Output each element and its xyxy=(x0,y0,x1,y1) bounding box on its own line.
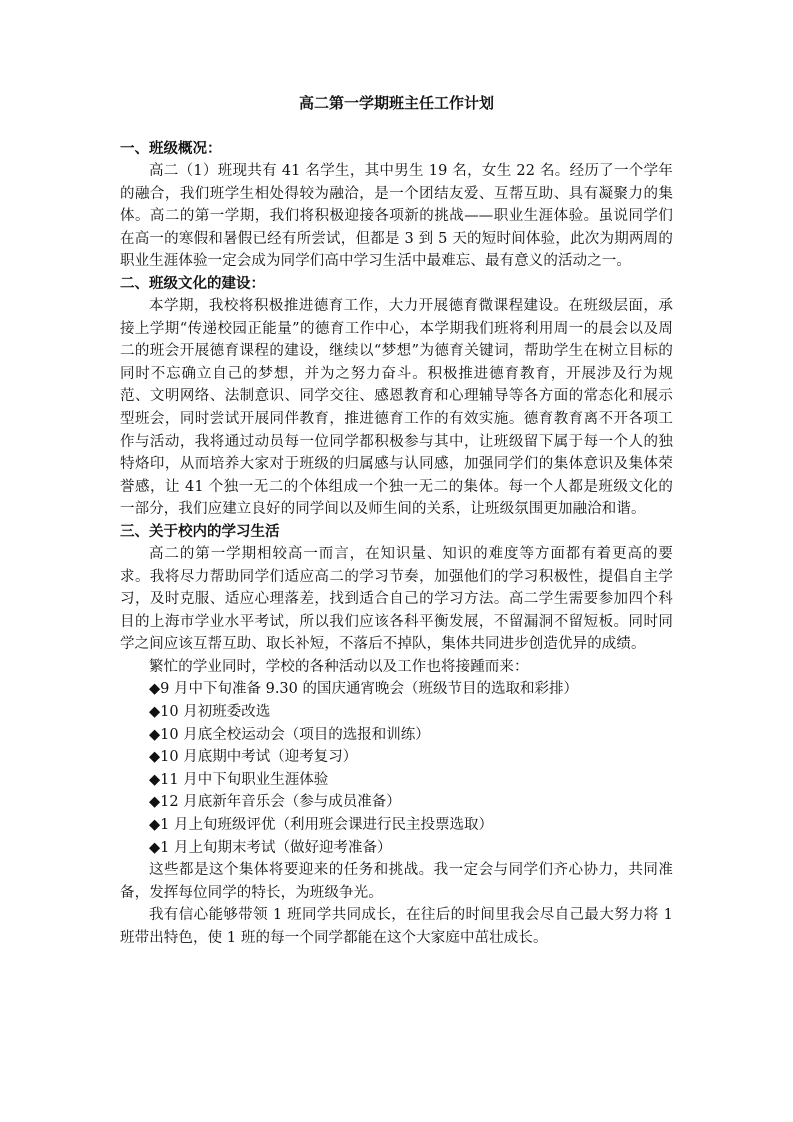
paragraph: 繁忙的学业同时，学校的各种活动以及工作也将接踵而来： xyxy=(149,658,529,675)
paragraph: 高二（1）班现共有 41 名学生，其中男生 19 名，女生 22 名。经历了一个学年的融合，我们班学生相处得较为融洽，是一个团结友爱、互帮互助、具有凝聚力的集体。高二的第一学期，我们将积极迎接各项新的挑战——职业生涯体验。虽说同学们在高一的寒假和暑假已经有所尝试，但都是 3 到 5 天的短时间体验，此次为期两周的职业生涯体验一定会成为同学们高中学习生活中最难忘、最有意义的活动之一。 xyxy=(120,163,673,270)
list-item: ◆12 月底新年音乐会（参与成员准备） xyxy=(149,794,401,811)
section-class-overview xyxy=(120,138,673,273)
paragraph: 本学期，我校将积极推进德育工作，大力开展德育微课程建设。在班级层面，承接上学期“传递校园正能量”的德育工作中心，本学期我们班将利用周一的晨会以及周二的班会开展德育课程的建设，继续以“梦想”为德育关键词，帮助学生在树立目标的同时不忘确立自己的梦想，并为之努力奋斗。积极推进德育教育，开展涉及行为规范、文明网络、法制意识、同学交往、感恩教育和心理辅导等各方面的常态化和展示型班会，同时尝试开展同伴教育，推进德育工作的有效实施。德育教育离不开各项工作与活动，我将通过动员每一位同学都积极参与其中，让班级留下属于每一个人的独特烙印，从而培养大家对于班级的归属感与认同感，加强同学们的集体意识及集体荣誉感，让 41 个独一无二的个体组成一个独一无二的集体。每一个人都是班级文化的一部分，我们应建立良好的同学间以及师生间的关系，让班级氛围更加融洽和谐。 xyxy=(120,297,673,518)
section-class-culture xyxy=(120,273,673,521)
document-title: 高二第一学期班主任工作计划 xyxy=(298,94,494,112)
section-heading: 一、班级概况： xyxy=(120,141,222,157)
list-item: ◆1 月上旬班级评优（利用班会课进行民主投票选取） xyxy=(149,817,493,834)
document-content xyxy=(120,92,673,950)
list-item: ◆9 月中下旬准备 9.30 的国庆通宵晚会（班级节目的选取和彩排） xyxy=(149,681,578,698)
section-school-study-life xyxy=(120,521,673,950)
section-heading: 二、班级文化的建设： xyxy=(120,275,265,292)
list-item: ◆10 月初班委改选 xyxy=(149,704,271,721)
list-item: ◆11 月中下旬职业生涯体验 xyxy=(149,771,329,788)
paragraph: 这些都是这个集体将要迎来的任务和挑战。我一定会与同学们齐心协力，共同准备，发挥每位同学的特长，为班级争光。 xyxy=(120,862,673,901)
list-item: ◆1 月上旬期末考试（做好迎考准备） xyxy=(149,839,392,856)
paragraph: 我有信心能够带领 1 班同学共同成长，在往后的时间里我会尽自己最大努力将 1 班带出特色，使 1 班的每一个同学都能在这个大家庭中茁壮成长。 xyxy=(120,907,673,946)
section-heading: 三、关于校内的学习生活 xyxy=(120,523,280,540)
list-item: ◆10 月底全校运动会（项目的选报和训练） xyxy=(149,726,430,743)
activity-list xyxy=(120,678,673,859)
paragraph: 高二的第一学期相较高一而言，在知识量、知识的难度等方面都有着更高的要求。我将尽力帮助同学们适应高二的学习节奏，加强他们的学习积极性，提倡自主学习，及时克服、适应心理落差，找到适合自己的学习方法。高二学生需要参加四个科目的上海市学业水平考试，所以我们应该各科平衡发展，不留漏洞不留短板。同时同学之间应该互帮互助、取长补短，不落后不掉队，集体共同进步创造优异的成绩。 xyxy=(120,545,673,653)
list-item: ◆10 月底期中考试（迎考复习） xyxy=(149,749,358,766)
